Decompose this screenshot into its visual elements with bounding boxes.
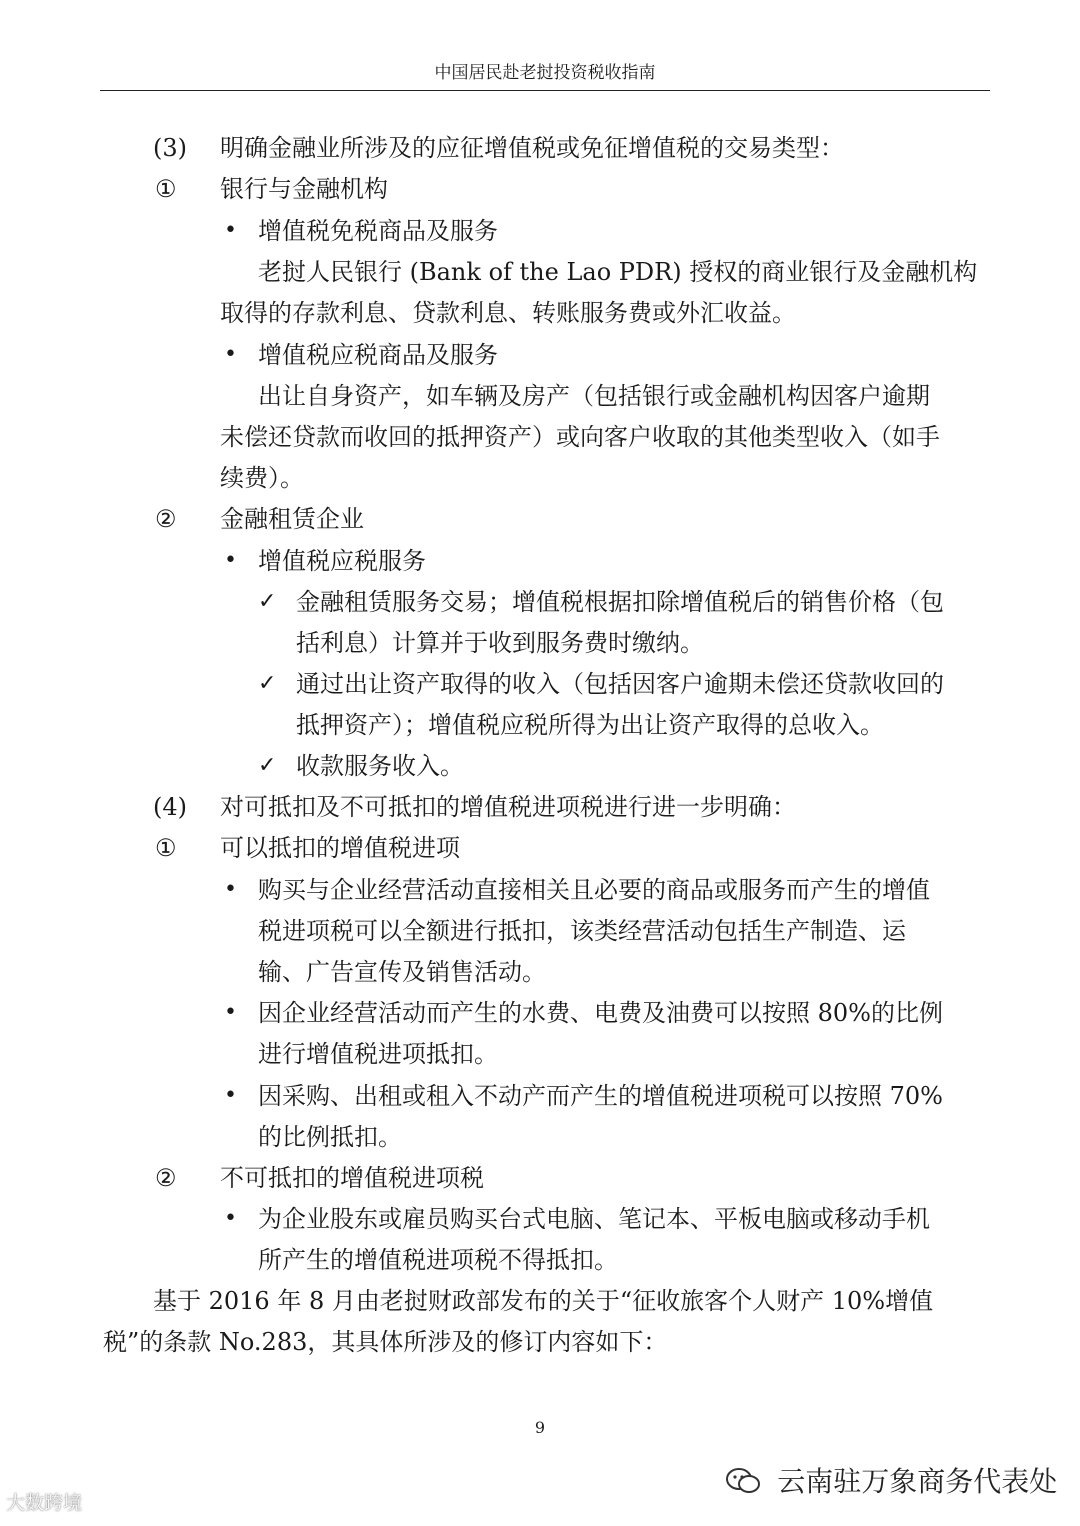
subsection-marker: ① [155, 175, 177, 203]
paragraph-line: 取得的存款利息、贷款利息、转账服务费或外汇收益。 [220, 299, 796, 327]
check-icon: ✓ [258, 589, 277, 614]
subsection-heading: 银行与金融机构 [220, 175, 388, 203]
bullet-line: 税进项税可以全额进行抵扣，该类经营活动包括生产制造、运 [258, 917, 906, 945]
bullet-line: 的比例抵扣。 [258, 1123, 402, 1151]
check-item-line: 括利息）计算并于收到服务费时缴纳。 [296, 629, 704, 657]
check-item-line: 抵押资产）；增值税应税所得为出让资产取得的总收入。 [296, 711, 884, 739]
bullet-heading: 增值税应税服务 [258, 547, 426, 575]
paragraph-line: 老挝人民银行 (Bank of the Lao PDR) 授权的商业银行及金融机构 [258, 258, 978, 286]
bullet-heading: 增值税应税商品及服务 [258, 341, 498, 369]
header-rule [100, 90, 990, 91]
section-heading: 明确金融业所涉及的应征增值税或免征增值税的交易类型： [220, 134, 844, 162]
bullet-icon: • [224, 218, 237, 243]
bullet-icon: • [224, 1083, 237, 1108]
subsection-heading: 可以抵扣的增值税进项 [220, 834, 460, 862]
running-header: 中国居民赴老挝投资税收指南 [434, 63, 656, 83]
paragraph-line: 续费）。 [220, 464, 304, 492]
bullet-icon: • [224, 548, 237, 573]
page-number: 9 [534, 1418, 546, 1437]
bullet-line: 为企业股东或雇员购买台式电脑、笔记本、平板电脑或移动手机 [258, 1205, 930, 1233]
section-marker: (4) [153, 793, 187, 821]
check-item-line: 收款服务收入。 [296, 752, 464, 780]
paragraph-line: 基于 2016 年 8 月由老挝财政部发布的关于“征收旅客个人财产 10%增值 [153, 1287, 934, 1315]
bullet-line: 购买与企业经营活动直接相关且必要的商品或服务而产生的增值 [258, 876, 930, 904]
paragraph-line: 未偿还贷款而收回的抵押资产）或向客户收取的其他类型收入（如手 [220, 423, 940, 451]
watermark-right [725, 1460, 1057, 1500]
bullet-icon: • [224, 342, 237, 367]
bullet-line: 进行增值税进项抵扣。 [258, 1040, 498, 1068]
subsection-heading: 金融租赁企业 [220, 505, 364, 533]
check-item-line: 通过出让资产取得的收入（包括因客户逾期未偿还贷款收回的 [296, 670, 944, 698]
check-icon: ✓ [258, 753, 277, 778]
watermark-left: 大数跨境 [6, 1492, 83, 1514]
subsection-marker: ② [155, 1164, 177, 1192]
bullet-icon: • [224, 877, 237, 902]
check-icon: ✓ [258, 671, 277, 696]
subsection-marker: ① [155, 834, 177, 862]
paragraph-line: 出让自身资产，如车辆及房产（包括银行或金融机构因客户逾期 [258, 382, 930, 410]
bullet-line: 输、广告宣传及销售活动。 [258, 958, 546, 986]
bullet-line: 因企业经营活动而产生的水费、电费及油费可以按照 80%的比例 [258, 999, 943, 1027]
section-marker: (3) [153, 134, 187, 162]
section-heading: 对可抵扣及不可抵扣的增值税进项税进行进一步明确： [220, 793, 796, 821]
bullet-heading: 增值税免税商品及服务 [258, 217, 498, 245]
paragraph-line: 税”的条款 No.283，其具体所涉及的修订内容如下： [103, 1328, 668, 1356]
bullet-line: 因采购、出租或租入不动产而产生的增值税进项税可以按照 70% [258, 1082, 943, 1110]
subsection-heading: 不可抵扣的增值税进项税 [220, 1164, 484, 1192]
wechat-icon [725, 1468, 769, 1498]
bullet-line: 所产生的增值税进项税不得抵扣。 [258, 1246, 618, 1274]
check-item-line: 金融租赁服务交易；增值税根据扣除增值税后的销售价格（包 [296, 588, 944, 616]
subsection-marker: ② [155, 505, 177, 533]
watermark-right-text: 云南驻万象商务代表处 [777, 1465, 1058, 1498]
bullet-icon: • [224, 1000, 237, 1025]
bullet-icon: • [224, 1206, 237, 1231]
